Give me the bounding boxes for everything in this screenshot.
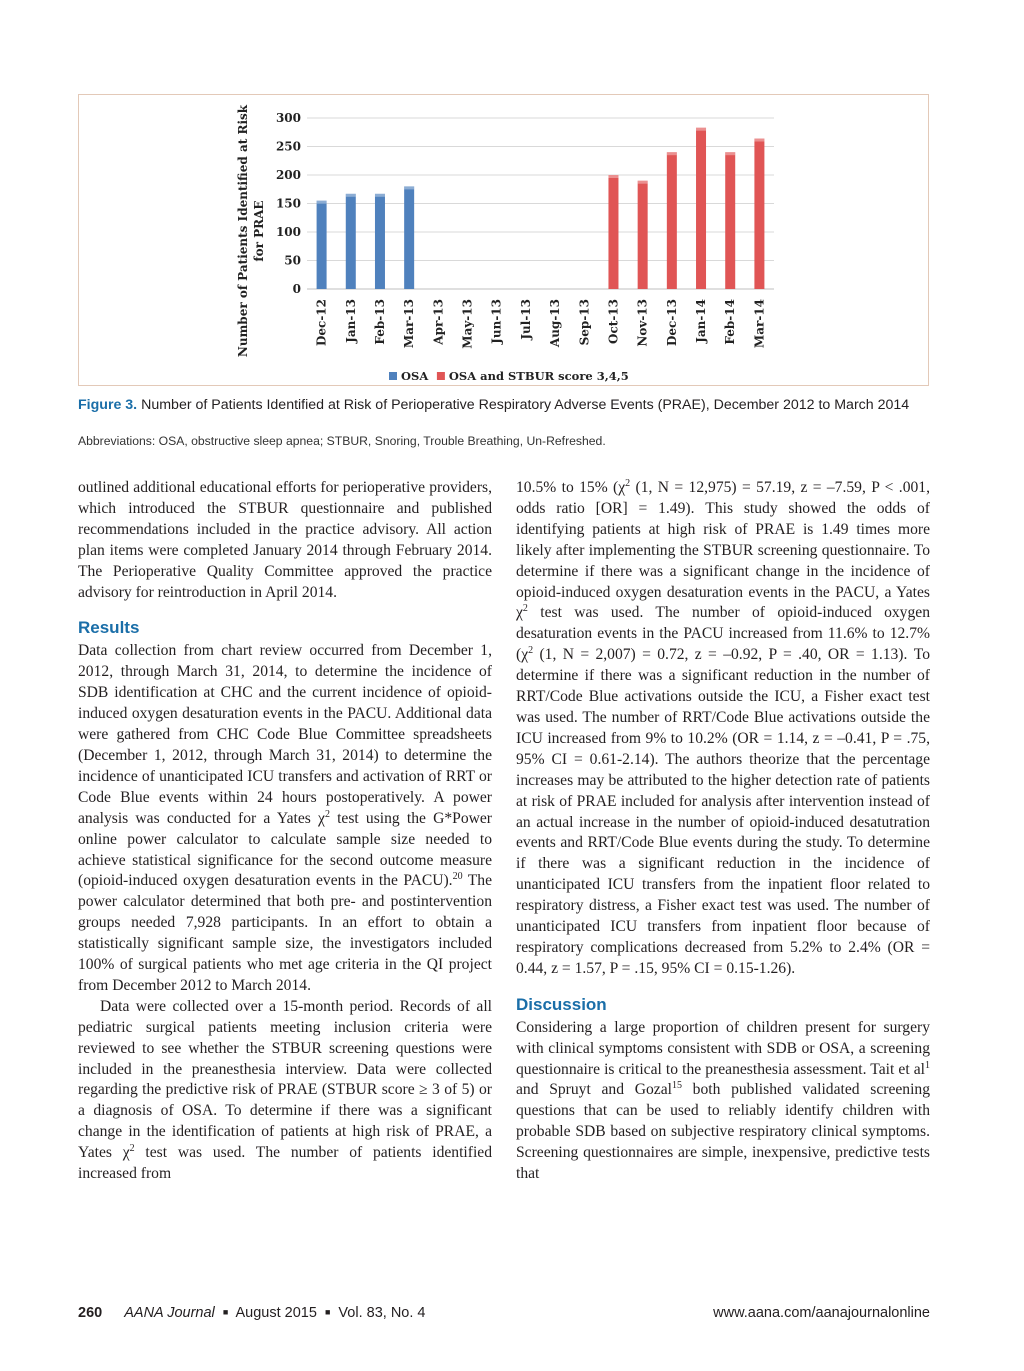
legend-label: OSA and STBUR score 3,4,5 (448, 369, 629, 383)
y-tick-label: 250 (275, 139, 301, 154)
separator-square: ■ (324, 1307, 331, 1317)
figure-abbreviations: Abbreviations: OSA, obstructive sleep apnea; STBUR, Snoring, Trouble Breathing, Un-Refreshed. (78, 434, 606, 448)
y-axis-label: Number of Patients Identified at Risk (236, 104, 250, 358)
page-footer (78, 1305, 930, 1327)
x-tick-label: Mar-13 (402, 299, 417, 349)
bar-highlight (404, 186, 414, 189)
x-tick-label: Jan-14 (694, 299, 709, 343)
right-column (516, 478, 930, 1185)
results-heading: Results (78, 618, 140, 638)
bar (317, 201, 327, 289)
y-tick-label: 100 (275, 225, 301, 239)
bar-highlight (638, 181, 648, 184)
figure-caption-text: Number of Patients Identified at Risk of Perioperative Respiratory Adverse Events (PRAE), December 2012 to March 2014 (141, 397, 910, 413)
x-tick-label: Apr-13 (431, 299, 446, 345)
x-tick-label: May-13 (460, 299, 475, 349)
figure-caption (78, 396, 930, 415)
x-tick-label: Mar-14 (752, 299, 767, 349)
bar-highlight (608, 175, 618, 178)
bar-highlight (696, 128, 706, 131)
figure-label: Figure 3. (78, 397, 138, 413)
bar-highlight (754, 139, 764, 142)
bar-chart (79, 95, 930, 387)
y-tick-label: 50 (284, 253, 301, 268)
y-tick-label: 200 (275, 168, 301, 182)
x-tick-label: Dec-13 (664, 299, 679, 347)
bar-highlight (667, 152, 677, 155)
x-tick-label: Feb-14 (723, 299, 738, 345)
y-tick-label: 300 (275, 111, 301, 125)
journal-url[interactable]: www.aana.com/aanajournalonline (713, 1305, 930, 1321)
bar (696, 128, 706, 289)
x-tick-label: Nov-13 (635, 299, 650, 347)
bar (725, 152, 735, 289)
separator-square: ■ (222, 1307, 229, 1317)
bar (608, 175, 618, 289)
bar (638, 181, 648, 289)
left-paragraph-1: outlined additional educational efforts for perioperative providers, which introduced the STBUR questionnaire and published recommendations included in the practice advisory. All action plan items were completed January 2014 through February 2014. The Perioperative Quality Committee approved the practice advisory for reintroduction in April 2014. (78, 479, 492, 601)
y-tick-label: 150 (275, 196, 301, 211)
x-tick-label: Aug-13 (548, 299, 563, 348)
x-tick-label: Dec-12 (314, 299, 329, 347)
bar (375, 194, 385, 289)
bar (667, 152, 677, 289)
right-paragraph-2: Considering a large proportion of children present for surgery with clinical symptoms consistent with SDB or OSA, a screening questionnaire is critical to the preanesthesia assessment. Tait et $al^1$ and Spruyt and Gozal$^{15}$ both published validated screening questions that can be used to reliably identify children with probable SDB based on subjective respiratory clinical symptoms. Screening questionnaires are simple, inexpensive, predictive tests that (516, 1018, 931, 1183)
figure-frame (78, 94, 929, 386)
x-tick-label: Feb-13 (372, 299, 387, 345)
bar-highlight (317, 201, 327, 204)
issue-date: August 2015 (235, 1305, 317, 1321)
bar-highlight (725, 152, 735, 155)
left-paragraph-3: Data were collected over a 15-month period. Records of all pediatric surgical patients meeting inclusion criteria were reviewed to see whether the STBUR screening questions were included in the preanesthesia interview. Data were collected regarding the predictive risk of PRAE (STBUR score ≥ 3 of 5) or a diagnosis of OSA. To determine if there was a significant change in the identification of patients at high risk of PRAE, a Yates $\chi^2$ test was used. The number of patients identified increased from (78, 997, 493, 1183)
left-paragraph-2: Data collection from chart review occurred from December 1, 2012, through March 31, 2014, to determine the incidence of SDB identification at CHC and the current incidence of opioid-induced oxygen desaturation events in the PACU. Additional data were gathered from CHC Code Blue Committee spreadsheets (December 1, 2012, through March 31, 2014) to determine the incidence of unanticipated ICU transfers and activation of RRT or Code Blue events within 24 hours postoperatively. A power analysis was conducted for a Yates $\chi^2$ test using the G*Power online power calculator to calculate sample size needed to achieve statistical significance for the second outcome measure (opioid-induced oxygen desaturation events in the PACU).$^{20}$ The power calculator determined that both pre- and postintervention groups needed 7,928 participants. In an effort to obtain a statistically significant sample size, the investigators included 100% of surgical patients who met age criteria in the QI project from December 2012 to March 2014. (78, 642, 492, 994)
legend-label: OSA (401, 369, 429, 383)
x-tick-label: Jul-13 (518, 299, 533, 340)
y-axis-label: for PRAE (252, 200, 266, 262)
left-column (78, 478, 492, 1185)
volume-info: Vol. 83, No. 4 (338, 1305, 426, 1321)
legend-swatch (437, 372, 445, 380)
legend-swatch (389, 372, 397, 380)
bar (346, 194, 356, 289)
x-tick-label: Jun-13 (489, 299, 504, 344)
bar-highlight (346, 194, 356, 197)
bar (754, 139, 764, 289)
discussion-heading: Discussion (516, 994, 607, 1014)
x-tick-label: Jan-13 (343, 299, 358, 343)
y-tick-label: 0 (292, 282, 301, 296)
bar-highlight (375, 194, 385, 197)
journal-name: AANA Journal (124, 1305, 215, 1321)
x-tick-label: Oct-13 (606, 299, 621, 344)
right-paragraph-1: 10.5% to 15% ($\chi^2$ (1, N = 12,975) = 57.19, z = –7.59, P < .001, odds ratio [OR] = 1.49). This study showed the odds of identifying patients at high risk of PRAE is 1.49 times more likely after implementing the STBUR screening questionnaire. To determine if there was a significant change in the incidence of opioid-induced oxygen desaturation events in the PACU, a Yates $\chi^2$ test was used. The number of opioid-induced oxygen desaturation events in the PACU increased from 11.6% to 12.7% ($\chi^2$ (1, N = 2,007) = 0.72, z = –0.92, P = .40, OR = 1.13). To determine if there was a significant reduction in the number of RRT/Code Blue activations outside the ICU, a Fisher exact test was used. The number of RRT/Code Blue activations outside the ICU increased from 9% to 10.2% (OR = 1.14, z = –0.41, P = .75, 95% CI = 0.61-2.14). The authors theorize that the percentage increases may be attributed to the higher detection rate of patients at risk of PRAE included for analysis after intervention instead of an actual increase in the number of opioid-induced desatutration events and RRT/Code Blue events during the study. To determine if there was a significant reduction in the incidence of unanticipated ICU transfers from the inpatient floor related to respiratory distress, a Fisher exact test was used. The number of unanticipated ICU transfers from inpatient floor because of respiratory complications decreased from 5.2% to 2.4% (OR = 0.44, z = 1.57, P = .15, 95% CI = 0.15-1.26). (516, 477, 930, 977)
bar (404, 186, 414, 289)
page-number: 260 (78, 1305, 103, 1321)
x-tick-label: Sep-13 (577, 299, 592, 346)
